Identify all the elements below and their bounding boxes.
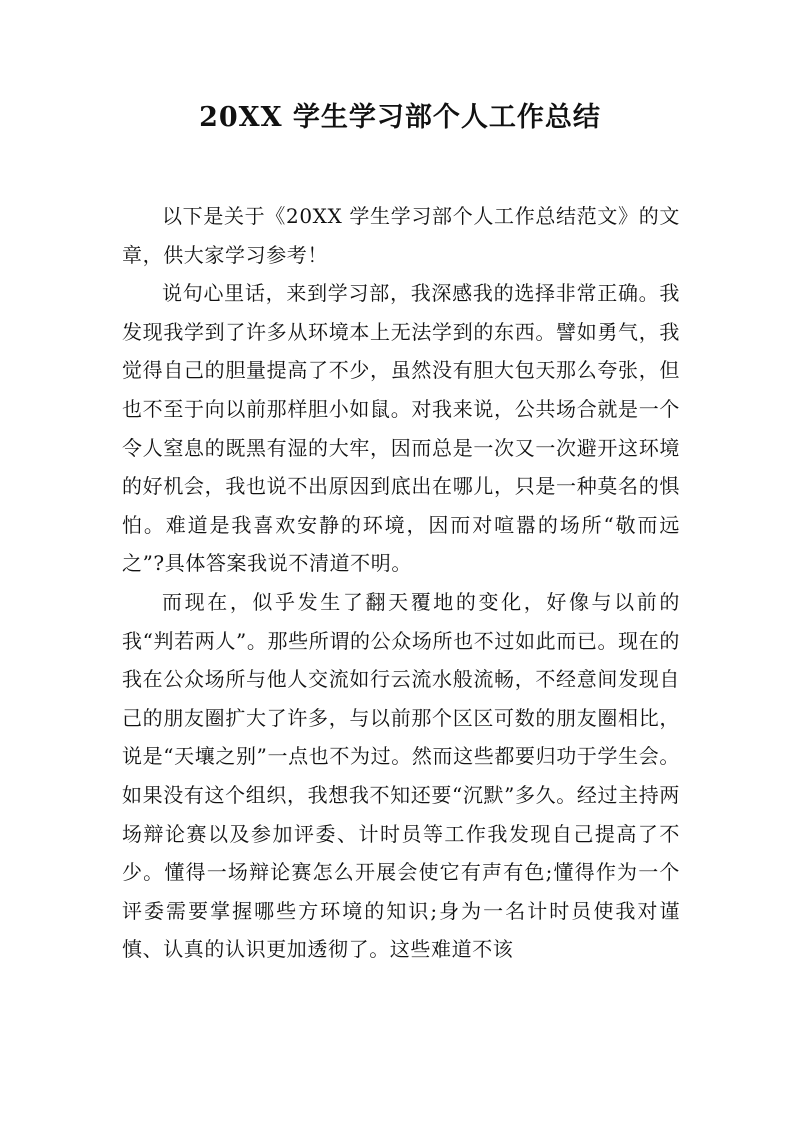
paragraph-now: 而现在，似乎发生了翻天覆地的变化，好像与以前的我“判若两人”。那些所谓的公众场所也不过如此而已。现在的我在公众场所与他人交流如行云流水般流畅，不经意间发现自己的朋友圈扩大了许多，与以前那个区区可数的朋友圈相比，说是“天壤之别”一点也不为过。然而这些都要归功于学生会。如果没有这个组织，我想我不知还要“沉默”多久。经过主持两场辩论赛以及参加评委、计时员等工作我发现自己提高了不少。懂得一场辩论赛怎么开展会使它有声有色;懂得作为一个评委需要掌握哪些方环境的知识;身为一名计时员使我对谨慎、认真的认识更加透彻了。这些难道不该	[122, 589, 680, 962]
document-title: 20XX 学生学习部个人工作总结	[199, 102, 601, 133]
paragraph-intro: 以下是关于《20XX 学生学习部个人工作总结范文》的文章，供大家学习参考！	[122, 204, 680, 267]
document-body	[122, 197, 680, 969]
paragraph-heart-words: 说句心里话，来到学习部，我深感我的选择非常正确。我发现我学到了许多从环境本上无法学到的东西。譬如勇气，我觉得自己的胆量提高了不少，虽然没有胆大包天那么夸张，但也不至于向以前那样胆小如鼠。对我来说，公共场合就是一个令人窒息的既黑有湿的大牢，因而总是一次又一次避开这环境的好机会，我也说不出原因到底出在哪儿，只是一种莫名的惧怕。难道是我喜欢安静的环境，因而对喧嚣的场所“敬而远之”?具体答案我说不清道不明。	[122, 281, 680, 576]
